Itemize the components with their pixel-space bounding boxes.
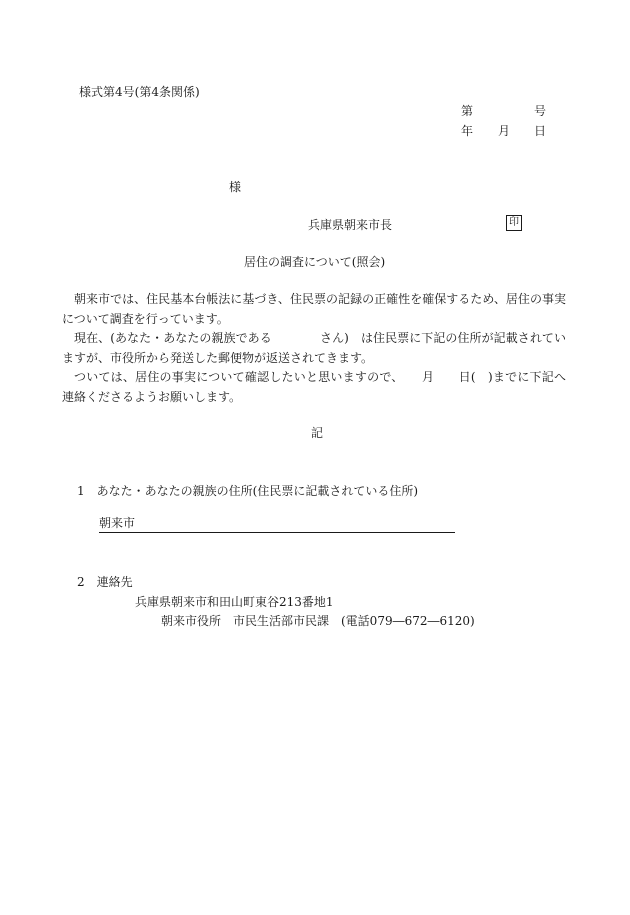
recipient-line: 様 — [229, 180, 242, 194]
contact-office: 朝来市役所 市民生活部市民課 (電話079―672―6120) — [161, 614, 475, 628]
item-2-heading: 2 連絡先 — [77, 575, 133, 589]
seal-mark: 印 — [506, 215, 522, 231]
date-day: 日 — [534, 124, 547, 138]
number-suffix: 号 — [534, 104, 547, 118]
date-year: 年 — [461, 124, 474, 138]
ki-heading: 記 — [311, 426, 324, 440]
body-paragraph-2: 現在、(あなた・あなたの親族である さん) は住民票に下記の住所が記載されていますが、市役所から発送した郵便物が返送されてきます。 — [62, 331, 566, 365]
item-1-heading: 1 あなた・あなたの親族の住所(住民票に記載されている住所) — [77, 484, 419, 498]
document-subject: 居住の調査について(照会) — [244, 255, 386, 269]
city-prefix: 朝来市 — [99, 516, 136, 530]
body-text — [62, 290, 566, 407]
body-paragraph-3: ついては、居住の事実について確認したいと思いますので、 月 日( )までに下記へ連絡くださるようお願いします。 — [62, 370, 566, 404]
form-label: 様式第4号(第4条関係) — [79, 85, 200, 99]
body-paragraph-1: 朝来市では、住民基本台帳法に基づき、住民票の記録の正確性を確保するため、居住の事実について調査を行っています。 — [62, 292, 566, 326]
number-prefix: 第 — [461, 104, 474, 118]
sender-name: 兵庫県朝来市長 — [308, 218, 393, 232]
address-fill-line — [99, 516, 455, 533]
date-month: 月 — [498, 124, 511, 138]
contact-address: 兵庫県朝来市和田山町東谷213番地1 — [135, 595, 334, 609]
